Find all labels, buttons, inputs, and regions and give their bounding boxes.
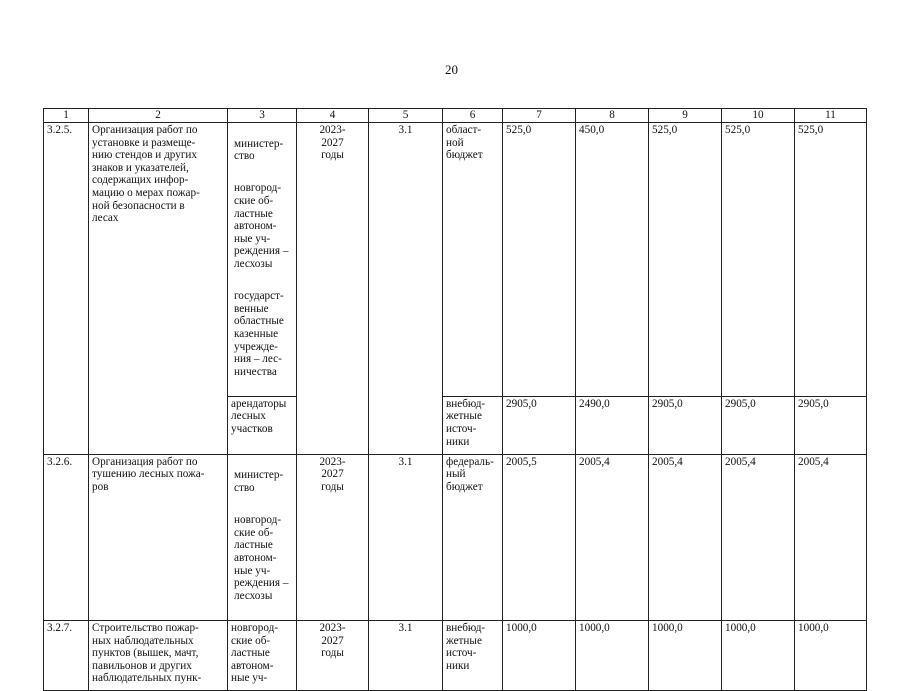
period: 2023- 2027 годы [297, 621, 369, 691]
value-cell: 450,0 [576, 123, 649, 397]
executors-cell [228, 123, 297, 397]
column-header: 10 [722, 109, 795, 123]
value-cell: 525,0 [649, 123, 722, 397]
program-activities-table [43, 108, 867, 691]
value-cell: 2490,0 [576, 396, 649, 454]
column-header: 6 [443, 109, 503, 123]
value-cell: 2005,4 [576, 454, 649, 620]
activity-name: Строительство пожар- ных наблюдательных пунктов (вышек, мачт, павильонов и других наблюдательных пунк- [89, 621, 228, 691]
value-cell: 2905,0 [503, 396, 576, 454]
value-cell: 1000,0 [795, 621, 867, 691]
activity-name: Организация работ по тушению лесных пожа- ров [89, 454, 228, 620]
funding-source: внебюд- жетные источ- ники [443, 396, 503, 454]
value-cell: 525,0 [503, 123, 576, 397]
target-indicator: 3.1 [369, 454, 443, 620]
value-cell: 525,0 [722, 123, 795, 397]
value-cell: 525,0 [795, 123, 867, 397]
executor: новгород- ские об- ластные автоном- ные уч- реждения – лесхозы [234, 182, 289, 270]
value-cell: 2005,4 [795, 454, 867, 620]
value-cell: 2905,0 [795, 396, 867, 454]
value-cell: 1000,0 [576, 621, 649, 691]
value-cell: 1000,0 [649, 621, 722, 691]
funding-source: внебюд- жетные источ- ники [443, 621, 503, 691]
value-cell: 1000,0 [503, 621, 576, 691]
funding-source: област- ной бюджет [443, 123, 503, 397]
executor: новгород- ские об- ластные автоном- ные уч- [228, 621, 297, 691]
page-number: 20 [445, 62, 458, 77]
item-number: 3.2.7. [44, 621, 89, 691]
value-cell: 2005,4 [649, 454, 722, 620]
value-cell: 2005,5 [503, 454, 576, 620]
value-cell: 2005,4 [722, 454, 795, 620]
target-indicator: 3.1 [369, 621, 443, 691]
executor: министер- ство [234, 469, 284, 495]
table-row [44, 621, 867, 691]
activity-name: Организация работ по установке и размеще- нию стендов и других знаков и указателей, содержащих инфор- мацию о мерах пожар- ной безопасности в лесах [89, 123, 228, 455]
column-header: 8 [576, 109, 649, 123]
period: 2023- 2027 годы [297, 123, 369, 455]
item-number: 3.2.5. [44, 123, 89, 455]
item-number: 3.2.6. [44, 454, 89, 620]
column-header: 9 [649, 109, 722, 123]
value-cell: 1000,0 [722, 621, 795, 691]
column-header: 5 [369, 109, 443, 123]
executor: арендаторы лесных участков [228, 396, 297, 454]
column-header: 4 [297, 109, 369, 123]
executor: государст- венные областные казенные учрежде- ния – лес- ничества [234, 290, 284, 378]
column-header: 3 [228, 109, 297, 123]
executor: министер- ство [234, 137, 284, 163]
funding-source: федераль- ный бюджет [443, 454, 503, 620]
table-row [44, 123, 867, 397]
column-header: 7 [503, 109, 576, 123]
column-header: 1 [44, 109, 89, 123]
value-cell: 2905,0 [649, 396, 722, 454]
value-cell: 2905,0 [722, 396, 795, 454]
executors-cell [228, 454, 297, 620]
period: 2023- 2027 годы [297, 454, 369, 620]
column-header: 2 [89, 109, 228, 123]
header-row [44, 109, 867, 123]
table-row [44, 454, 867, 620]
executor: новгород- ские об- ластные автоном- ные уч- реждения – лесхозы [234, 514, 289, 602]
column-header: 11 [795, 109, 867, 123]
target-indicator: 3.1 [369, 123, 443, 455]
